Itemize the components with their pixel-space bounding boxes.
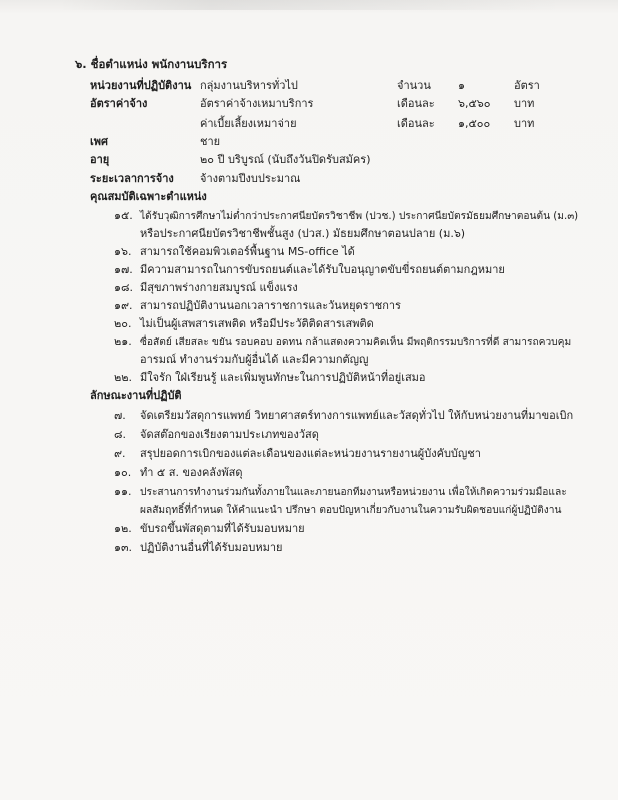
wage-item-1: อัตราค่าจ้างเหมาบริการ xyxy=(200,97,314,110)
list-item xyxy=(114,427,319,442)
item-number: ๘. xyxy=(114,428,126,441)
item-text: มีใจรัก ใฝ่เรียนรู้ และเพิ่มพูนทักษะในการปฏิบัติหน้าที่อยู่เสมอ xyxy=(140,371,426,384)
item-text: ขับรถขึ้นพัสดุตามที่ได้รับมอบหมาย xyxy=(140,522,305,535)
baht-label-2: บาท xyxy=(514,117,535,130)
item-number: ๒๒. xyxy=(114,371,132,384)
monthly-label-2: เดือนละ xyxy=(397,117,435,130)
list-item xyxy=(114,262,505,277)
item-text: ปฏิบัติงานอื่นที่ได้รับมอบหมาย xyxy=(140,541,283,554)
list-item xyxy=(114,540,282,555)
list-item-continuation xyxy=(140,352,368,367)
item-text: สามารถใช้คอมพิวเตอร์พื้นฐาน MS-office ได้ xyxy=(140,245,355,258)
list-item-continuation xyxy=(140,226,465,241)
item-text: มีสุขภาพร่างกายสมบูรณ์ แข็งแรง xyxy=(140,281,298,294)
baht-label-1: บาท xyxy=(514,97,535,110)
item-text: ได้รับวุฒิการศึกษาไม่ต่ำกว่าประกาศนียบัตรวิชาชีพ (ปวช.) ประกาศนียบัตรมัธยมศึกษาตอนต้น (ม.๓) xyxy=(140,211,579,222)
list-item xyxy=(114,280,298,295)
wage-amount-1: ๖,๕๖๐ xyxy=(458,97,491,110)
unit-label: หน่วยงานที่ปฏิบัติงาน xyxy=(90,79,192,92)
item-text: สรุปยอดการเบิกของแต่ละเดือนของแต่ละหน่วยงานรายงานผู้บังคับบัญชา xyxy=(140,447,481,460)
item-number: ๑๓. xyxy=(114,541,132,554)
count-value: ๑ xyxy=(458,79,465,92)
wage-amount-2: ๑,๕๐๐ xyxy=(458,117,491,130)
period-label: ระยะเวลาการจ้าง xyxy=(90,172,174,185)
item-number: ๙. xyxy=(114,447,126,460)
list-item xyxy=(114,521,305,536)
item-number: ๑๙. xyxy=(114,299,133,312)
item-text: หรือประกาศนียบัตรวิชาชีพชั้นสูง (ปวส.) มัธยมศึกษาตอนปลาย (ม.๖) xyxy=(140,227,466,240)
item-number: ๑๑. xyxy=(114,485,132,498)
wage-item-2: ค่าเบี้ยเลี้ยงเหมาจ่าย xyxy=(200,117,297,130)
wage-label: อัตราค่าจ้าง xyxy=(90,97,148,110)
count-unit: อัตรา xyxy=(514,79,540,92)
item-text: สามารถปฏิบัติงานนอกเวลาราชการและวันหยุดราชการ xyxy=(140,299,401,312)
section-heading: ๖. ชื่อตำแหน่ง พนักงานบริการ xyxy=(75,57,228,71)
item-text: ทำ ๕ ส. ของคลังพัสดุ xyxy=(140,466,243,479)
item-text: ผลสัมฤทธิ์ที่กำหนด ให้คำแนะนำ ปรึกษา ตอบปัญหาเกี่ยวกับงานในความรับผิดชอบแก่ผู้ปฏิบัติงาน xyxy=(140,505,562,516)
count-label: จำนวน xyxy=(397,79,431,92)
item-text: มีความสามารถในการขับรถยนต์และได้รับใบอนุญาตขับขี่รถยนต์ตามกฎหมาย xyxy=(140,263,505,276)
item-number: ๑๗. xyxy=(114,263,133,276)
duties-heading: ลักษณะงานที่ปฏิบัติ xyxy=(90,389,182,402)
list-item xyxy=(114,408,573,423)
item-text: ไม่เป็นผู้เสพสารเสพติด หรือมีประวัติติดสารเสพติด xyxy=(140,317,374,330)
list-item xyxy=(114,334,571,350)
monthly-label-1: เดือนละ xyxy=(397,97,435,110)
age-value: ๒๐ ปี บริบูรณ์ (นับถึงวันปิดรับสมัคร) xyxy=(200,153,371,166)
list-item xyxy=(114,446,481,461)
period-value: จ้างตามปีงบประมาณ xyxy=(200,172,301,185)
sex-value: ชาย xyxy=(200,135,221,148)
list-item xyxy=(114,465,243,480)
unit-value: กลุ่มงานบริหารทั่วไป xyxy=(200,79,298,92)
item-number: ๒๐. xyxy=(114,317,132,330)
item-number: ๒๑. xyxy=(114,335,132,348)
qualifications-heading: คุณสมบัติเฉพาะตำแหน่ง xyxy=(90,190,207,203)
list-item-continuation xyxy=(140,502,561,518)
item-number: ๑๖. xyxy=(114,245,132,258)
item-number: ๑๕. xyxy=(114,209,133,222)
item-text: จัดเตรียมวัสดุการแพทย์ วิทยาศาสตร์ทางการแพทย์และวัสดุทั่วไป ให้กับหน่วยงานที่มาขอเบิก xyxy=(140,409,574,422)
age-label: อายุ xyxy=(90,153,110,166)
item-number: ๑๐. xyxy=(114,466,132,479)
sex-label: เพศ xyxy=(90,135,108,148)
list-item xyxy=(114,316,374,331)
item-text: ซื่อสัตย์ เสียสละ ขยัน รอบคอบ อดทน กล้าแสดงความคิดเห็น มีพฤติกรรมบริการที่ดี สามารถควบคุม xyxy=(140,337,572,348)
list-item xyxy=(114,370,426,385)
item-number: ๑๒. xyxy=(114,522,132,535)
item-text: ประสานการทำงานร่วมกันทั้งภายในและภายนอกทีมงานหรือหน่วยงาน เพื่อให้เกิดความร่วมมือและ xyxy=(140,487,567,498)
scan-artifact xyxy=(60,0,560,10)
item-text: จัดสต๊อกของเรียงตามประเภทของวัสดุ xyxy=(140,428,319,441)
list-item xyxy=(114,208,578,224)
list-item xyxy=(114,484,567,500)
list-item xyxy=(114,298,401,313)
list-item xyxy=(114,244,355,259)
item-number: ๗. xyxy=(114,409,126,422)
item-text: อารมณ์ ทำงานร่วมกับผู้อื่นได้ และมีความกตัญญู xyxy=(140,353,369,366)
item-number: ๑๘. xyxy=(114,281,133,294)
